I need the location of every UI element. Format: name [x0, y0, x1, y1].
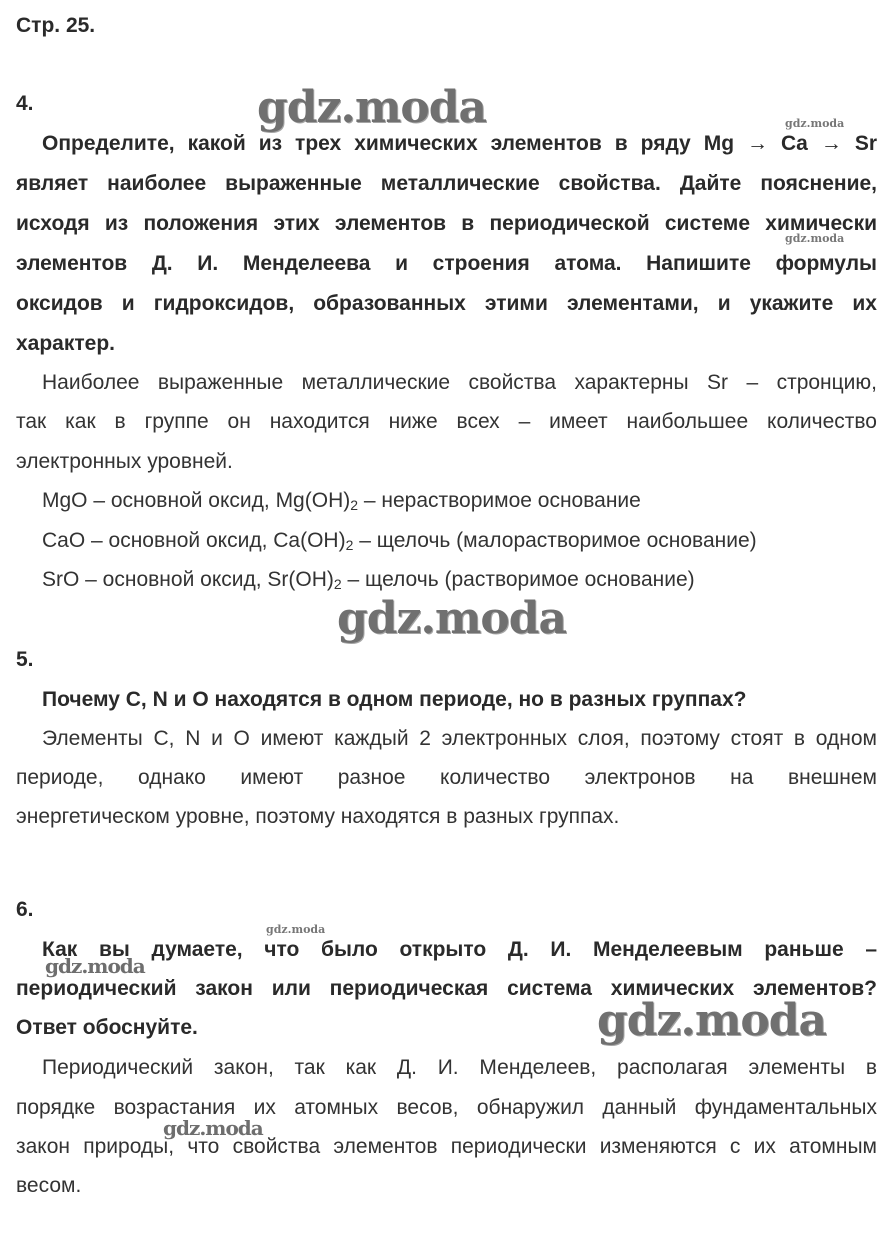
task-5-question-line-1: Почему C, N и O находятся в одном периоде, но в разных группах?	[42, 688, 747, 711]
compound-description: – щелочь (малорастворимое основание)	[353, 529, 757, 552]
task-6-answer-line-2: порядке возрастания их атомных весов, обнаружил данный фундаментальных	[16, 1096, 877, 1119]
task-6-question-line-2: периодический закон или периодическая система химических элементов?	[16, 977, 877, 1000]
task-5-answer-line-3: энергетическом уровне, поэтому находятся в разных группах.	[16, 805, 620, 828]
task-4-question-line-6: характер.	[16, 332, 116, 355]
task-number-4: 4.	[16, 92, 34, 115]
watermark: gdz.moda	[163, 1116, 263, 1140]
compound-description: – щелочь (растворимое основание)	[341, 568, 695, 591]
compound-subscript: 2	[333, 576, 342, 592]
task-4-answer-line-2: так как в группе он находится ниже всех – имеет наибольшее количество	[16, 410, 877, 433]
task-6-answer-line-1: Периодический закон, так как Д. И. Менделеев, располагая элементы в	[42, 1056, 877, 1079]
task-number-6: 6.	[16, 898, 34, 921]
watermark: gdz.moda	[597, 995, 827, 1046]
watermark: gdz.moda	[257, 82, 487, 133]
compound-line-cao	[42, 528, 757, 558]
compound-text: MgO – основной оксид, Mg(OH)	[42, 489, 351, 512]
compound-line-mgo	[42, 488, 641, 518]
task-4-answer-line-1: Наиболее выраженные металлические свойства характерны Sr – стронцию,	[42, 371, 877, 394]
task-6-answer-line-3: закон природы, что свойства элементов периодически изменяются с их атомным	[16, 1135, 877, 1158]
compound-text: CaO – основной оксид, Ca(OH)	[42, 529, 346, 552]
compound-subscript: 2	[345, 537, 354, 553]
compound-text: SrO – основной оксид, Sr(OH)	[42, 568, 334, 591]
task-5-answer-line-1: Элементы C, N и O имеют каждый 2 электронных слоя, поэтому стоят в одном	[42, 727, 877, 750]
task-6-question-line-3: Ответ обоснуйте.	[16, 1016, 198, 1039]
watermark: gdz.moda	[266, 923, 326, 936]
page-number-label: Стр. 25.	[16, 14, 96, 37]
task-5-answer-line-2: периоде, однако имеют разное количество электронов на внешнем	[16, 766, 877, 789]
task-6-answer-line-4: весом.	[16, 1174, 82, 1197]
compound-description: – нерастворимое основание	[358, 489, 641, 512]
watermark: gdz.moda	[337, 593, 567, 644]
task-4-question-line-1: Определите, какой из трех химических элементов в ряду Mg → Ca → Sr	[42, 132, 877, 155]
compound-subscript: 2	[350, 497, 359, 513]
task-6-question-line-1: Как вы думаете, что было открыто Д. И. Менделеевым раньше –	[42, 938, 877, 961]
task-4-question-line-4: элементов Д. И. Менделеева и строения атома. Напишите формулы	[16, 252, 877, 275]
watermark: gdz.moda	[785, 232, 845, 245]
task-4-question-line-3: исходя из положения этих элементов в периодической системе химически	[16, 212, 877, 235]
task-4-question-line-2: являет наиболее выраженные металлические свойства. Дайте пояснение,	[16, 172, 877, 195]
watermark: gdz.moda	[785, 117, 845, 130]
task-number-5: 5.	[16, 648, 34, 671]
watermark: gdz.moda	[45, 954, 145, 978]
task-4-answer-line-3: электронных уровней.	[16, 450, 233, 473]
task-4-question-line-5: оксидов и гидроксидов, образованных этими элементами, и укажите их	[16, 292, 877, 315]
